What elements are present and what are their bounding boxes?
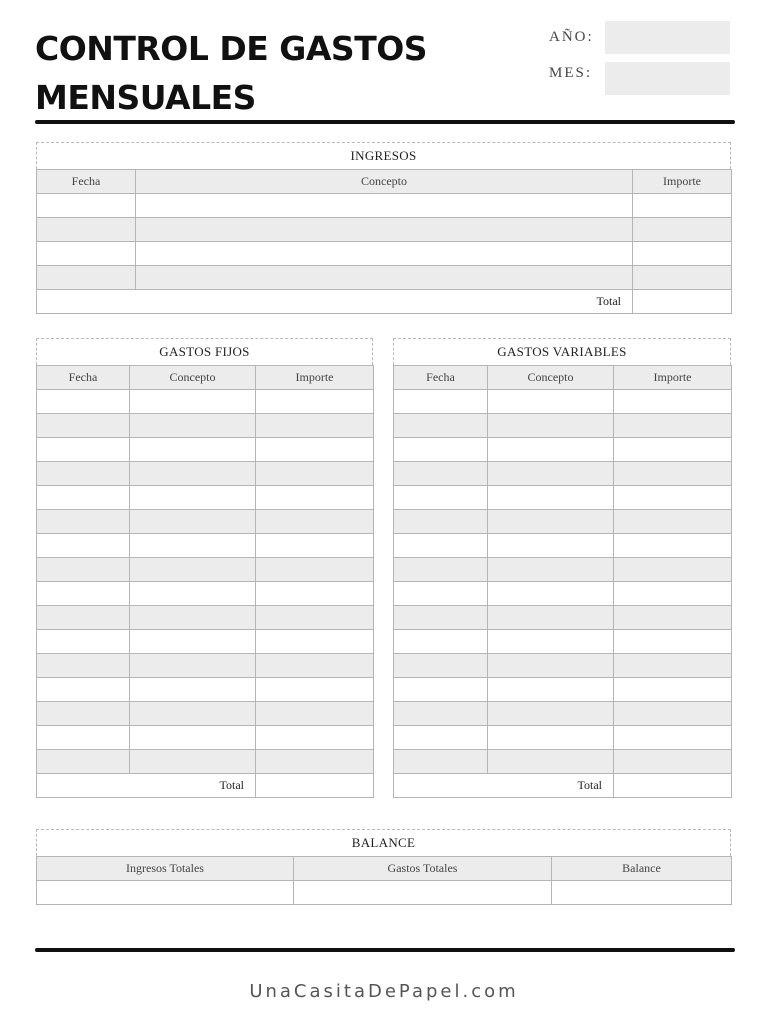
ingresos-table-row	[37, 194, 732, 218]
ingresos-importe-cell[interactable]	[633, 194, 732, 218]
ingresos-concepto-cell[interactable]	[136, 266, 633, 290]
title-line-1: CONTROL DE GASTOS	[35, 29, 428, 68]
gastos-fijos-importe-cell[interactable]	[256, 438, 374, 462]
gastos-fijos-importe-cell[interactable]	[256, 726, 374, 750]
balance-cell[interactable]	[552, 881, 732, 905]
gastos-variables-importe-cell[interactable]	[614, 414, 732, 438]
gastos-fijos-fecha-cell[interactable]	[37, 582, 130, 606]
ingresos-table-row	[37, 242, 732, 266]
gastos-variables-table-row	[394, 414, 732, 438]
gastos-variables-table-row	[394, 486, 732, 510]
gastos-variables-concepto-cell[interactable]	[488, 390, 614, 414]
gastos-variables-table-row	[394, 630, 732, 654]
gastos-fijos-fecha-cell[interactable]	[37, 654, 130, 678]
gastos-variables-section	[393, 338, 731, 798]
gastos-variables-header-row	[394, 366, 732, 390]
gastos-variables-table-row	[394, 558, 732, 582]
gastos-variables-fecha-cell[interactable]	[394, 582, 488, 606]
gastos-variables-concepto-cell[interactable]	[488, 462, 614, 486]
gastos-variables-importe-cell[interactable]	[614, 438, 732, 462]
page-title	[35, 24, 495, 122]
gastos-variables-concepto-cell[interactable]	[488, 606, 614, 630]
gastos-variables-fecha-cell[interactable]	[394, 606, 488, 630]
gastos-fijos-concepto-cell[interactable]	[130, 390, 256, 414]
gastos-variables-concepto-cell[interactable]	[488, 750, 614, 774]
gastos-variables-concepto-cell[interactable]	[488, 702, 614, 726]
gastos-variables-table-row	[394, 438, 732, 462]
ingresos-importe-cell[interactable]	[633, 266, 732, 290]
gastos-variables-fecha-cell[interactable]	[394, 654, 488, 678]
gastos-fijos-table-row	[37, 438, 374, 462]
gastos-fijos-table-row	[37, 486, 374, 510]
gastos-fijos-fecha-cell[interactable]	[37, 750, 130, 774]
gastos-variables-fecha-cell[interactable]	[394, 630, 488, 654]
gastos-variables-table-row	[394, 582, 732, 606]
gastos-variables-title: GASTOS VARIABLES	[393, 338, 731, 365]
year-label: AÑO:	[549, 29, 594, 45]
gastos-fijos-total-value[interactable]	[256, 774, 374, 798]
gastos-variables-concepto-cell[interactable]	[488, 726, 614, 750]
gastos-variables-column-header-importe: Importe	[614, 366, 732, 390]
gastos-fijos-fecha-cell[interactable]	[37, 414, 130, 438]
gastos-variables-table-row	[394, 702, 732, 726]
gastos-fijos-section	[36, 338, 373, 798]
gastos-fijos-concepto-cell[interactable]	[130, 678, 256, 702]
column-header-balance: Balance	[552, 857, 732, 881]
gastos-fijos-importe-cell[interactable]	[256, 462, 374, 486]
ingresos-fecha-cell[interactable]	[37, 242, 136, 266]
gastos-fijos-importe-cell[interactable]	[256, 606, 374, 630]
gastos-fijos-importe-cell[interactable]	[256, 702, 374, 726]
gastos-fijos-table-row	[37, 558, 374, 582]
gastos-variables-concepto-cell[interactable]	[488, 678, 614, 702]
balance-section	[36, 829, 731, 905]
top-divider	[35, 120, 735, 124]
ingresos-total-row	[37, 290, 732, 314]
gastos-fijos-table-row	[37, 390, 374, 414]
ingresos-concepto-cell[interactable]	[136, 194, 633, 218]
gastos-variables-table-row	[394, 510, 732, 534]
gastos-fijos-concepto-cell[interactable]	[130, 630, 256, 654]
year-field[interactable]	[605, 21, 730, 54]
gastos-variables-table-row	[394, 678, 732, 702]
ingresos-column-header-fecha: Fecha	[37, 170, 136, 194]
gastos-variables-total-row	[394, 774, 732, 798]
gastos-variables-fecha-cell[interactable]	[394, 534, 488, 558]
gastos-fijos-table-row	[37, 654, 374, 678]
gastos-variables-importe-cell[interactable]	[614, 582, 732, 606]
gastos-variables-importe-cell[interactable]	[614, 630, 732, 654]
gastos-variables-importe-cell[interactable]	[614, 510, 732, 534]
footer-site: UnaCasitaDePapel.com	[249, 981, 519, 1002]
ingresos-header-row	[37, 170, 732, 194]
gastos-fijos-concepto-cell[interactable]	[130, 582, 256, 606]
gastos-fijos-concepto-cell[interactable]	[130, 654, 256, 678]
gastos-fijos-concepto-cell[interactable]	[130, 414, 256, 438]
gastos-fijos-concepto-cell[interactable]	[130, 702, 256, 726]
gastos-fijos-importe-cell[interactable]	[256, 630, 374, 654]
gastos-variables-table-row	[394, 606, 732, 630]
gastos-fijos-table	[36, 365, 374, 798]
gastos-variables-fecha-cell[interactable]	[394, 750, 488, 774]
balance-title: BALANCE	[36, 829, 731, 856]
gastos-variables-concepto-cell[interactable]	[488, 534, 614, 558]
gastos-variables-column-header-concepto: Concepto	[488, 366, 614, 390]
gastos-variables-importe-cell[interactable]	[614, 726, 732, 750]
gastos-fijos-importe-cell[interactable]	[256, 390, 374, 414]
gastos-fijos-fecha-cell[interactable]	[37, 702, 130, 726]
gastos-variables-importe-cell[interactable]	[614, 750, 732, 774]
gastos-variables-fecha-cell[interactable]	[394, 390, 488, 414]
gastos-variables-concepto-cell[interactable]	[488, 558, 614, 582]
ingresos-table	[36, 169, 732, 314]
gastos-fijos-total-row	[37, 774, 374, 798]
gastos-fijos-concepto-cell[interactable]	[130, 486, 256, 510]
gastos-fijos-concepto-cell[interactable]	[130, 534, 256, 558]
gastos-fijos-fecha-cell[interactable]	[37, 510, 130, 534]
ingresos-concepto-cell[interactable]	[136, 242, 633, 266]
gastos-variables-concepto-cell[interactable]	[488, 630, 614, 654]
gastos-fijos-table-row	[37, 534, 374, 558]
gastos-variables-table	[393, 365, 732, 798]
gastos-fijos-column-header-fecha: Fecha	[37, 366, 130, 390]
gastos-fijos-concepto-cell[interactable]	[130, 606, 256, 630]
gastos-fijos-table-row	[37, 702, 374, 726]
month-field[interactable]	[605, 62, 730, 95]
gastos-variables-table-row	[394, 726, 732, 750]
gastos-fijos-importe-cell[interactable]	[256, 486, 374, 510]
ingresos-section	[36, 142, 731, 314]
column-header-ingresos-totales: Ingresos Totales	[37, 857, 294, 881]
gastos-variables-table-row	[394, 390, 732, 414]
gastos-variables-fecha-cell[interactable]	[394, 702, 488, 726]
gastos-fijos-concepto-cell[interactable]	[130, 510, 256, 534]
gastos-variables-importe-cell[interactable]	[614, 678, 732, 702]
gastos-fijos-table-row	[37, 726, 374, 750]
balance-table	[36, 856, 732, 905]
gastos-fijos-fecha-cell[interactable]	[37, 678, 130, 702]
gastos-fijos-table-row	[37, 462, 374, 486]
gastos-variables-table-row	[394, 654, 732, 678]
gastos-fijos-fecha-cell[interactable]	[37, 534, 130, 558]
ingresos-total-value[interactable]	[633, 290, 732, 314]
gastos-variables-fecha-cell[interactable]	[394, 414, 488, 438]
gastos-variables-importe-cell[interactable]	[614, 390, 732, 414]
gastos-fijos-concepto-cell[interactable]	[130, 726, 256, 750]
gastos-totales-cell[interactable]	[294, 881, 552, 905]
gastos-fijos-title: GASTOS FIJOS	[36, 338, 373, 365]
gastos-fijos-importe-cell[interactable]	[256, 654, 374, 678]
gastos-variables-concepto-cell[interactable]	[488, 654, 614, 678]
gastos-variables-concepto-cell[interactable]	[488, 438, 614, 462]
gastos-fijos-concepto-cell[interactable]	[130, 462, 256, 486]
balance-value-row	[37, 881, 732, 905]
ingresos-total-label: Total	[37, 290, 633, 314]
gastos-fijos-fecha-cell[interactable]	[37, 462, 130, 486]
column-header-gastos-totales: Gastos Totales	[294, 857, 552, 881]
gastos-fijos-fecha-cell[interactable]	[37, 438, 130, 462]
gastos-fijos-importe-cell[interactable]	[256, 534, 374, 558]
gastos-fijos-column-header-concepto: Concepto	[130, 366, 256, 390]
gastos-variables-importe-cell[interactable]	[614, 486, 732, 510]
gastos-variables-importe-cell[interactable]	[614, 606, 732, 630]
ingresos-concepto-cell[interactable]	[136, 218, 633, 242]
gastos-fijos-concepto-cell[interactable]	[130, 438, 256, 462]
gastos-variables-total-value[interactable]	[614, 774, 732, 798]
gastos-fijos-importe-cell[interactable]	[256, 750, 374, 774]
title-line-2: MENSUALES	[35, 78, 256, 117]
ingresos-column-header-importe: Importe	[633, 170, 732, 194]
gastos-fijos-fecha-cell[interactable]	[37, 558, 130, 582]
gastos-variables-concepto-cell[interactable]	[488, 582, 614, 606]
gastos-variables-fecha-cell[interactable]	[394, 726, 488, 750]
gastos-variables-concepto-cell[interactable]	[488, 510, 614, 534]
ingresos-fecha-cell[interactable]	[37, 194, 136, 218]
gastos-fijos-fecha-cell[interactable]	[37, 630, 130, 654]
gastos-fijos-table-row	[37, 510, 374, 534]
gastos-fijos-table-row	[37, 606, 374, 630]
gastos-fijos-importe-cell[interactable]	[256, 558, 374, 582]
ingresos-fecha-cell[interactable]	[37, 218, 136, 242]
gastos-variables-column-header-fecha: Fecha	[394, 366, 488, 390]
gastos-variables-total-label: Total	[394, 774, 614, 798]
gastos-variables-importe-cell[interactable]	[614, 558, 732, 582]
gastos-fijos-table-row	[37, 630, 374, 654]
ingresos-table-row	[37, 266, 732, 290]
gastos-fijos-fecha-cell[interactable]	[37, 606, 130, 630]
gastos-variables-fecha-cell[interactable]	[394, 510, 488, 534]
gastos-fijos-fecha-cell[interactable]	[37, 390, 130, 414]
gastos-variables-table-row	[394, 750, 732, 774]
gastos-variables-table-row	[394, 462, 732, 486]
gastos-variables-fecha-cell[interactable]	[394, 558, 488, 582]
month-label: MES:	[549, 65, 593, 81]
gastos-variables-fecha-cell[interactable]	[394, 462, 488, 486]
gastos-fijos-importe-cell[interactable]	[256, 510, 374, 534]
gastos-fijos-table-row	[37, 582, 374, 606]
gastos-variables-fecha-cell[interactable]	[394, 438, 488, 462]
gastos-fijos-importe-cell[interactable]	[256, 678, 374, 702]
ingresos-fecha-cell[interactable]	[37, 266, 136, 290]
gastos-fijos-header-row	[37, 366, 374, 390]
gastos-fijos-importe-cell[interactable]	[256, 582, 374, 606]
ingresos-importe-cell[interactable]	[633, 242, 732, 266]
ingresos-table-row	[37, 218, 732, 242]
gastos-variables-fecha-cell[interactable]	[394, 678, 488, 702]
gastos-variables-concepto-cell[interactable]	[488, 486, 614, 510]
ingresos-totales-cell[interactable]	[37, 881, 294, 905]
gastos-fijos-fecha-cell[interactable]	[37, 486, 130, 510]
gastos-fijos-importe-cell[interactable]	[256, 414, 374, 438]
gastos-fijos-table-row	[37, 678, 374, 702]
gastos-variables-table-row	[394, 534, 732, 558]
gastos-fijos-fecha-cell[interactable]	[37, 726, 130, 750]
gastos-fijos-table-row	[37, 414, 374, 438]
bottom-divider	[35, 948, 735, 952]
gastos-fijos-table-row	[37, 750, 374, 774]
gastos-variables-importe-cell[interactable]	[614, 462, 732, 486]
ingresos-column-header-concepto: Concepto	[136, 170, 633, 194]
gastos-fijos-total-label: Total	[37, 774, 256, 798]
ingresos-importe-cell[interactable]	[633, 218, 732, 242]
ingresos-title: INGRESOS	[36, 142, 731, 169]
gastos-fijos-concepto-cell[interactable]	[130, 558, 256, 582]
gastos-variables-importe-cell[interactable]	[614, 654, 732, 678]
balance-header-row	[37, 857, 732, 881]
gastos-variables-fecha-cell[interactable]	[394, 486, 488, 510]
gastos-variables-importe-cell[interactable]	[614, 702, 732, 726]
gastos-fijos-concepto-cell[interactable]	[130, 750, 256, 774]
gastos-variables-concepto-cell[interactable]	[488, 414, 614, 438]
gastos-fijos-column-header-importe: Importe	[256, 366, 374, 390]
gastos-variables-importe-cell[interactable]	[614, 534, 732, 558]
